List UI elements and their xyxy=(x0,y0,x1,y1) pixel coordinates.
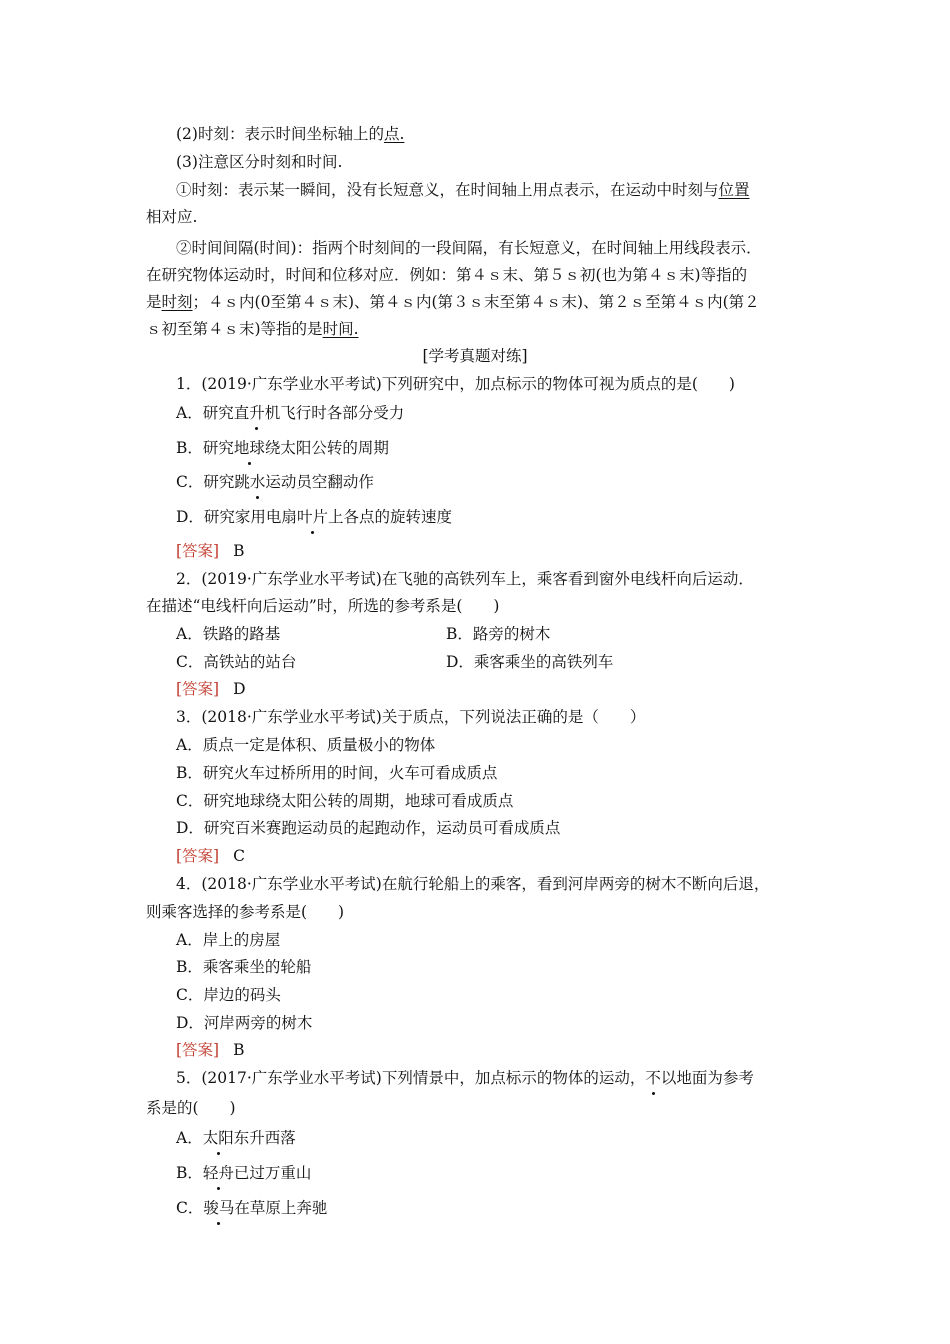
theory-line-interval-cont-1: 在研究物体运动时，时间和位移对应．例如：第４ｓ末、第５ｓ初(也为第４ｓ末)等指的 xyxy=(146,266,748,284)
question-1-stem: 1．(2019·广东学业水平考试)下列研究中，加点标示的物体可视为质点的是( ) xyxy=(176,375,735,393)
question-2-option-a: A．铁路的路基 xyxy=(176,625,281,643)
question-1-answer: [答案] B xyxy=(176,542,245,560)
theory-line-moment: ①时刻：表示某一瞬间，没有长短意义，在时间轴上用点表示，在运动中时刻与位置 xyxy=(176,181,750,199)
question-1-option-a: A．研究直升机飞行时各部分受力 xyxy=(176,404,405,422)
section-title: [学考真题对练] xyxy=(422,347,528,365)
question-1-option-d: D．研究家用电扇叶片上各点的旋转速度 xyxy=(176,508,452,526)
question-2-stem-2: 在描述“电线杆向后运动”时，所选的参考系是( ) xyxy=(146,597,500,615)
question-3-option-d: D．研究百米赛跑运动员的起跑动作，运动员可看成质点 xyxy=(176,819,561,837)
question-2-stem-1: 2．(2019·广东学业水平考试)在飞驰的高铁列车上，乘客看到窗外电线杆向后运动． xyxy=(176,570,754,588)
question-1-option-c: C．研究跳水运动员空翻动作 xyxy=(176,473,374,491)
question-5-option-a: A．太阳东升西落 xyxy=(176,1129,296,1147)
question-2-answer: [答案] D xyxy=(176,680,246,698)
question-5-option-c: C．骏马在草原上奔驰 xyxy=(176,1199,328,1217)
question-5-option-b: B．轻舟已过万重山 xyxy=(176,1164,312,1182)
question-4-option-b: B．乘客乘坐的轮船 xyxy=(176,958,312,976)
theory-line-interval: ②时间间隔(时间)：指两个时刻间的一段间隔，有长短意义，在时间轴上用线段表示． xyxy=(176,239,762,257)
theory-line-moment-definition: (2)时刻：表示时间坐标轴上的点. xyxy=(176,125,405,143)
question-4-option-d: D．河岸两旁的树木 xyxy=(176,1014,313,1032)
question-5-stem-1: 5．(2017·广东学业水平考试)下列情景中，加点标示的物体的运动，不以地面为参考 xyxy=(176,1069,754,1087)
question-2-option-d: D．乘客乘坐的高铁列车 xyxy=(446,653,614,671)
question-5-stem-2: 系是的( ) xyxy=(146,1099,236,1117)
question-4-stem-2: 则乘客选择的参考系是( ) xyxy=(146,903,345,921)
question-4-stem-1: 4．(2018·广东学业水平考试)在航行轮船上的乘客，看到河岸两旁的树木不断向后退， xyxy=(176,875,770,893)
theory-line-moment-cont: 相对应. xyxy=(146,208,198,226)
question-3-option-c: C．研究地球绕太阳公转的周期，地球可看成质点 xyxy=(176,792,514,810)
question-1-option-b: B．研究地球绕太阳公转的周期 xyxy=(176,439,389,457)
theory-line-interval-cont-2: 是时刻；４ｓ内(0至第４ｓ末)、第４ｓ内(第３ｓ末至第４ｓ末)、第２ｓ至第４ｓ内(第２ xyxy=(146,293,760,311)
question-3-answer: [答案] C xyxy=(176,847,245,865)
question-4-option-a: A．岸上的房屋 xyxy=(176,931,281,949)
question-2-option-c: C．高铁站的站台 xyxy=(176,653,297,671)
theory-line-distinguish: (3)注意区分时刻和时间. xyxy=(176,153,343,171)
question-4-option-c: C．岸边的码头 xyxy=(176,986,281,1004)
question-2-option-b: B．路旁的树木 xyxy=(446,625,551,643)
theory-line-interval-cont-3: ｓ初至第４ｓ末)等指的是时间. xyxy=(146,320,359,338)
question-3-option-a: A．质点一定是体积、质量极小的物体 xyxy=(176,736,436,754)
question-3-stem: 3．(2018·广东学业水平考试)关于质点，下列说法正确的是（ ） xyxy=(176,708,646,726)
question-3-option-b: B．研究火车过桥所用的时间，火车可看成质点 xyxy=(176,764,498,782)
question-4-answer: [答案] B xyxy=(176,1041,245,1059)
